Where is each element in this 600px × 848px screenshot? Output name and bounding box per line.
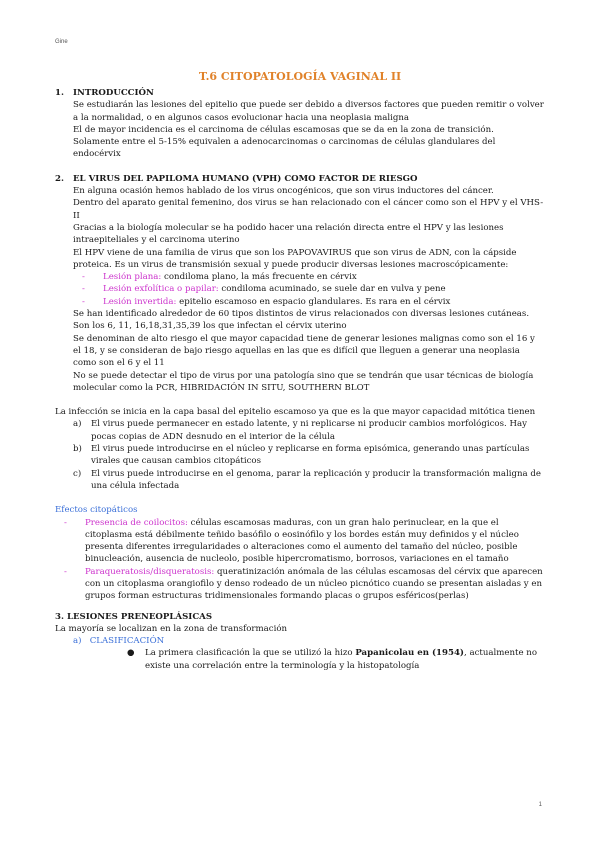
dash-marker: - — [64, 566, 67, 577]
paragraph: Se han identificado alrededor de 60 tipos distintos de virus relacionados con diversas lesiones cutáneas. Son los 6, 11, 16,18,31,35,39 los que infectan el cérvix uterino — [73, 309, 530, 332]
paragraph: Se estudiarán las lesiones del epitelio que puede ser debido a diversos factores que pueden remitir o volver a la normalidad, o en algunos casos evolucionar hacia una neoplasia maligna — [73, 100, 544, 123]
section-heading: 3. LESIONES PRENEOPLÁSICAS — [55, 611, 213, 622]
lesion-description: epitelio escamoso en espacio glandulares. Es rara en el cérvix — [176, 296, 451, 307]
paragraph: Se denominan de alto riesgo el que mayor capacidad tiene de generar lesiones malignas como son el 16 y el 18, y se consideran de bajo riesgo aquellas en las que es difícil que lleguen a generar una neoplasia como son el 6 y el 11 — [73, 333, 535, 369]
effect-description: células escamosas maduras, con un gran halo perinuclear, en la que el citoplasma está débilmente teñido basófilo o eosinófilo y los bordes están muy definidos y el núcleo presenta diferentes irregularidades o alteraciones como el aumento del tamaño del núcleo, posible binucleación, ausencia de nucleolo, posible hipercromatismo, borrosos, variaciones en el tamaño — [85, 517, 519, 565]
list-item — [55, 418, 545, 443]
paragraph: El HPV viene de una familia de virus que son los PAPOVAVIRUS que son virus de ADN, con la cápside proteica. Es un virus de transmisión sexual y puede producir diversas lesiones macroscópicamente: — [73, 247, 517, 270]
classification-list — [55, 647, 545, 672]
lesion-description: condiloma plano, la más frecuente en cérvix — [161, 272, 357, 283]
section-vph — [55, 173, 545, 394]
item-text: El virus puede permanecer en estado latente, y ni replicarse ni producir cambios morfológicos. Hay pocas copias de ADN desnudo en el interior de la célula — [91, 419, 527, 442]
lesion-term: Lesión invertida: — [103, 296, 177, 307]
list-item — [73, 283, 545, 295]
lesion-description: condiloma acuminado, se suele dar en vulva y pene — [218, 284, 446, 295]
infection-list — [55, 418, 545, 492]
item-text: La primera clasificación la que se utilizó la hizo — [145, 648, 356, 659]
item-label: a) — [73, 419, 82, 430]
list-item — [55, 443, 545, 468]
list-item — [73, 296, 545, 308]
lesion-list — [73, 271, 545, 308]
paragraph: Solamente entre el 5-15% equivalen a adenocarcinomas o carcinomas de células glandulares del endocérvix — [73, 137, 496, 160]
section-introduction — [55, 87, 545, 161]
list-item — [55, 468, 545, 493]
dash-marker: - — [82, 272, 85, 283]
lesion-term: Lesión plana: — [103, 272, 162, 283]
running-header: Gine — [55, 39, 68, 45]
paragraph: La infección se inicia en la capa basal del epitelio escamoso ya que es la que mayor capacidad mitótica tienen — [55, 407, 536, 418]
subheading-effects: Efectos citopáticos — [55, 505, 138, 516]
item-bold: Papanicolau en (1954) — [355, 648, 464, 659]
document-body — [55, 87, 545, 672]
item-text: El virus puede introducirse en el genoma, parar la replicación y producir la transformación maligna de una célula infectada — [91, 468, 541, 491]
dash-marker: - — [64, 517, 67, 528]
paragraph: El de mayor incidencia es el carcinoma de células escamosas que se da en la zona de transición. — [73, 124, 494, 135]
effect-term: Paraqueratosis/disqueratosis: — [85, 566, 215, 577]
list-item — [73, 271, 545, 283]
page-title: T.6 CITOPATOLOGÍA VAGINAL II — [198, 70, 402, 83]
item-label: c) — [73, 468, 82, 479]
section-number: 1. — [55, 88, 64, 98]
list-item — [55, 647, 545, 672]
item-text: , actualmente no existe una correlación entre la terminología y la histopatología — [145, 648, 538, 671]
sub-label: a) — [73, 636, 82, 647]
page-number: 1 — [538, 802, 542, 808]
item-text: El virus puede introducirse en el núcleo y replicarse en forma episómica, generando unas partículas virales que causan cambios citopáticos — [91, 444, 530, 467]
list-item — [55, 566, 545, 603]
paragraph: En alguna ocasión hemos hablado de los virus oncogénicos, que son virus inductores del cáncer. — [73, 186, 494, 197]
effect-term: Presencia de coilocitos: — [85, 517, 188, 528]
paragraph: La mayoría se localizan en la zona de transformación — [55, 623, 288, 634]
paragraph: No se puede detectar el tipo de virus por una patología sino que se tendrán que usar técnicas de biología molecular como la PCR, HIBRIDACIÓN IN SITU, SOUTHERN BLOT — [73, 370, 534, 393]
bullet-dot: ● — [127, 648, 135, 659]
section-heading: EL VIRUS DEL PAPILOMA HUMANO (VPH) COMO FACTOR DE RIESGO — [73, 173, 418, 184]
effect-description: queratinización anómala de las células escamosas del cérvix que aparecen con un citoplasma orangiofilo y denso rodeado de un núcleo picnótico cuando se presentan aisladas y en grupos forman estructuras tridimensionales formando placas o grupos esféricos(perlas) — [85, 566, 543, 602]
dash-marker: - — [82, 296, 85, 307]
item-label: b) — [73, 444, 82, 455]
dash-marker: - — [82, 284, 85, 295]
sub-heading-text: CLASIFICACIÓN — [89, 636, 165, 647]
lesion-term: Lesión exfolítica o papilar: — [103, 284, 219, 295]
list-item — [55, 517, 545, 566]
paragraph: Dentro del aparato genital femenino, dos virus se han relacionado con el cáncer como son el HPV y el VHS-II — [73, 198, 544, 221]
paragraph: Gracias a la biología molecular se ha podido hacer una relación directa entre el HPV y las lesiones intraepiteliales y el carcinoma uterino — [73, 222, 504, 246]
section-heading: INTRODUCCIÓN — [73, 88, 154, 98]
effects-list — [55, 517, 545, 603]
subheading-classification — [55, 635, 545, 647]
section-number: 2. — [55, 173, 64, 184]
